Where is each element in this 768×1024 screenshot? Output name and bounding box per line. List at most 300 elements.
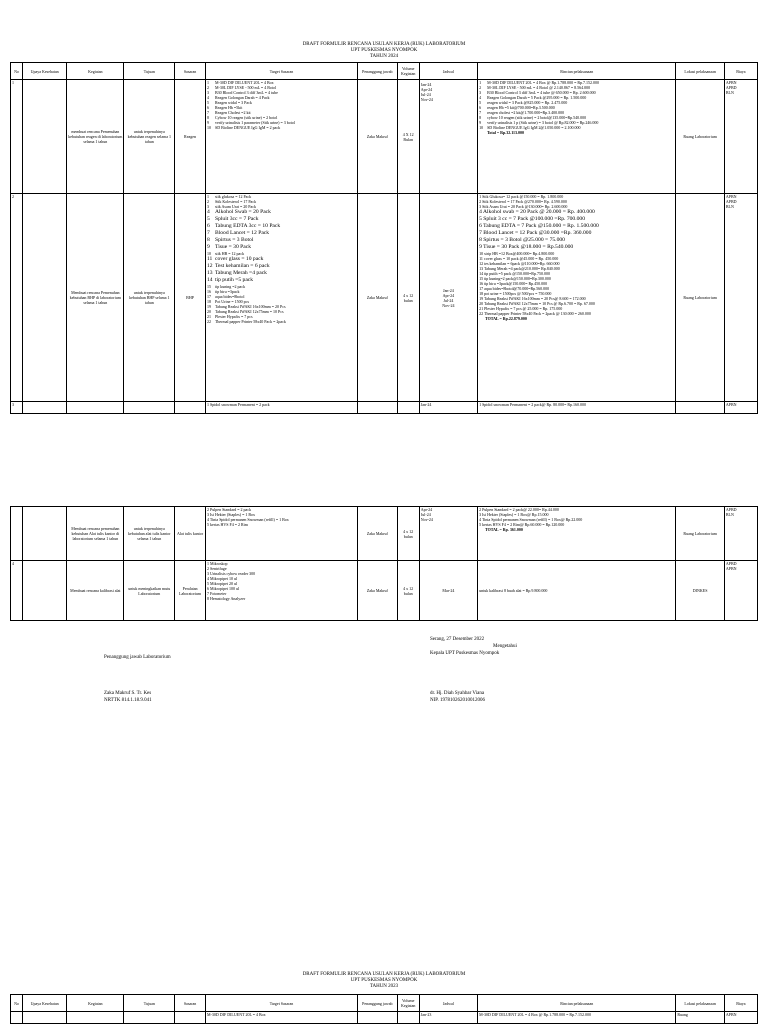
item-number: 1 — [206, 194, 209, 199]
col-header: Jadwal — [419, 63, 477, 80]
row-number: 2 — [11, 194, 23, 402]
item-text: Jul-24 — [420, 92, 431, 97]
item-text: Apr-24 — [442, 292, 455, 298]
item-text: Nov-24 — [420, 517, 433, 522]
item-text: 4 Alkohol swab = 20 Pack @ 20.000 = Rp. 400.000 — [479, 209, 595, 215]
page-break — [10, 418, 758, 506]
item-text: M-30D DIF DILUENT 20L = 4 Box @ Rp.1.788.000 = Rp.7.152.000 — [487, 80, 600, 85]
upaya-cell — [23, 80, 67, 194]
item-text: Test kehamilan = 6 pack — [214, 263, 270, 269]
col-header: No — [11, 995, 23, 1012]
header-title: DRAFT FORMULIR RENCANA USULAN KERJA (RUK) LABORATORIUM — [302, 42, 466, 47]
col-header: Lokasi pelaksanaan — [676, 63, 724, 80]
list-item — [726, 90, 756, 95]
lokasi-cell: DINKES — [676, 561, 724, 621]
document-header — [0, 42, 768, 60]
item-number: 2 — [206, 85, 209, 90]
col-header: Target Sasaran — [205, 63, 357, 80]
biaya-cell: APBN — [724, 1012, 757, 1024]
item-number: 12 — [206, 263, 213, 269]
item-text: 22 Thermal papper Printer 58x40 Pack = 2pack @ 130.000 = 260.000 — [479, 311, 591, 316]
table-header-row — [11, 63, 758, 80]
item-number: 6 — [206, 223, 210, 229]
item-text: Thermal papper Printer 58x40 Pack = 2pack — [214, 319, 286, 324]
item-text: APBN — [725, 194, 737, 199]
item-text: SD Bioline DENGUE IgG IgM = 2 pack — [214, 125, 281, 130]
col-header: Rincian pelaksanaan — [478, 995, 676, 1012]
item-text: 3 Stik Asam Urat = 20 Pack @130.000= Rp. 2.600.000 — [479, 204, 568, 209]
item-text: 9 Tisue = 30 Pack @18.000 = Rp.540.000 — [479, 244, 574, 250]
target-cell: M-30D DIF DILUENT 20L = 4 Box — [205, 1012, 357, 1024]
item-text: 7 Blood Lancet = 12 Pack @30.000 =Rp. 360.000 — [479, 230, 592, 236]
target-cell — [205, 194, 357, 402]
item-text: 4 Mikropipet 10 ul — [206, 576, 238, 581]
item-text: Reagen widal = 3 Pack — [214, 100, 252, 105]
header-institution: UPT PUSKESMAS NYOMPOK — [350, 978, 418, 983]
row-number: 4 — [11, 561, 23, 621]
tujuan-cell: untuk meningkatkan mutu Laboratorium — [124, 561, 175, 621]
upaya-cell — [23, 194, 67, 402]
item-text: Tabung EDTA 3cc = 10 Pack — [214, 223, 281, 229]
col-header: Upaya Kesehatan — [23, 63, 67, 80]
item-number: 19 — [206, 304, 211, 309]
col-header: Kegiatan — [67, 63, 124, 80]
volume-cell: 4 x 12 bulan — [397, 507, 419, 561]
tujuan-cell: untuk terpenuhinya kebutuhan BHP selama 1 tahun — [124, 194, 175, 402]
item-text: 5 kertas HVS F4 = 2 Rim — [206, 522, 248, 527]
item-text: stik glukosa = 12 Pack — [214, 194, 252, 199]
item-text: stik Asam Urat = 20 Pack — [214, 204, 256, 209]
item-number: 15 — [206, 284, 211, 289]
header-year: TAHUN 2024 — [369, 54, 399, 59]
item-text: 5 Spluit 3 cc = 7 Pack @100.000 =Rp. 700.000 — [479, 216, 586, 222]
item-text: APBD — [725, 85, 737, 90]
table-row — [11, 194, 758, 402]
list-item — [207, 596, 356, 601]
item-number: 21 — [206, 314, 211, 319]
head-name: dr. Hj. Diah Syahbar Viana — [430, 691, 485, 696]
item-number: 7 — [206, 110, 209, 115]
item-number: 2 — [479, 85, 482, 90]
lokasi-cell — [676, 402, 724, 414]
col-header: Tujuan — [124, 995, 175, 1012]
item-text: stik HB = 12 pack — [214, 251, 245, 256]
item-number: 10 — [206, 251, 211, 256]
item-text: Jan-24 — [443, 287, 454, 293]
item-number: 4 — [206, 95, 209, 100]
rincian-cell — [478, 507, 676, 561]
item-text: Spluit 3cc = 7 Pack — [214, 216, 259, 222]
item-number: 3 — [206, 90, 209, 95]
item-text: Reagen Cholest =2 kit — [214, 110, 251, 115]
item-text: Stik Kolesterol = 17 Pack — [214, 199, 257, 204]
item-text: APBD — [725, 507, 737, 512]
list-item — [207, 223, 356, 230]
col-header: Sasaran — [175, 63, 206, 80]
item-text: reagen Hb =5 kit@700.000=Rp.3.500.000 — [487, 105, 555, 110]
col-header: Kegiatan — [67, 995, 124, 1012]
jadwal-cell: Jan-23 — [419, 1012, 477, 1024]
list-item — [207, 277, 356, 284]
item-text: cybow 10 reagen (stik urine) = 2 botol@135.000=Rp.540.000 — [487, 115, 587, 120]
volume-cell — [397, 402, 419, 414]
row-number: 1 — [11, 80, 23, 194]
sasaran-cell: Alat tulis kantor — [175, 507, 206, 561]
table-row — [11, 80, 758, 194]
list-item — [479, 223, 674, 230]
item-number: 3 — [206, 204, 209, 209]
item-text: 5 Mikropipet 20 ul — [206, 581, 238, 586]
item-text: Alkohol Swab = 20 Pack — [214, 209, 271, 215]
item-text: 7 Fotometer — [206, 591, 227, 596]
item-text: Tabung Merah =4 pack — [214, 270, 267, 276]
list-item — [726, 566, 756, 571]
item-text: M-30D DIF DILUENT 20L = 4 Box — [214, 80, 274, 85]
total-amount: TOTAL = Rp.22.879.000 — [485, 316, 527, 321]
kegiatan-cell: membuat rencana Pemenuhan kebutuhan reagen di laboratorium selama 1 tahun — [67, 80, 124, 194]
col-header: Sasaran — [175, 995, 206, 1012]
item-text: 20 Tabung Reaksi IWAKI 12x75mm = 10 Pcs @ Rp.6.700 = Rp. 67.000 — [479, 301, 595, 306]
ruk-table-continued — [10, 506, 758, 621]
item-text: 18 pot urine = 1500pcs @ 500/pcs = 750.000 — [479, 291, 552, 296]
col-header: Lokasi pelaksanaan — [676, 995, 724, 1012]
item-text: 2 Stik Kolesterol = 17 Pack @270.000= Rp. 4.590.000 — [479, 199, 567, 204]
list-item — [207, 319, 356, 324]
item-text: Reagen Hb =5kit — [214, 105, 243, 110]
item-text: Nov-24 — [442, 302, 455, 308]
list-item — [207, 256, 356, 263]
sasaran-cell: BHP — [175, 194, 206, 402]
item-number: 5 — [206, 100, 209, 105]
item-text: 19 Tabung Reaksi IWAKI 16x100mm = 20 Pcs@ 8.600 = 172.000 — [479, 296, 586, 301]
volume-cell — [397, 1012, 419, 1024]
item-number: 5 — [206, 216, 210, 222]
lokasi-cell: Ruang Laboratorium — [676, 507, 724, 561]
biaya-cell — [724, 561, 757, 621]
upaya-cell — [23, 1012, 67, 1024]
item-text: APBN — [725, 80, 737, 85]
item-text: Nov-24 — [420, 97, 433, 102]
item-text: tip biru =3pack — [214, 289, 240, 294]
item-number: 4 — [479, 95, 482, 100]
item-text: Spirtus = 3 Botol — [214, 237, 254, 243]
list-item — [479, 244, 674, 251]
item-text: 6 Mikropipet 100 ul — [206, 586, 240, 591]
item-number: 20 — [206, 309, 211, 314]
list-item — [421, 517, 476, 522]
item-number: 18 — [206, 299, 211, 304]
table-row — [11, 402, 758, 414]
table-row — [11, 561, 758, 621]
kegiatan-cell: Membuat rencana kalibrasi alat — [67, 561, 124, 621]
item-number: 9 — [206, 244, 210, 250]
volume-cell: 4 x 12 bulan — [397, 194, 419, 402]
volume-cell: 4 x 12 bulan — [397, 561, 419, 621]
jadwal-cell: Jan-24 — [419, 402, 477, 414]
item-text: Tabung Reaksi IWAKI 12x75mm = 10 Pcs — [214, 309, 284, 314]
col-header: Penanggung jawab — [358, 63, 398, 80]
rincian-cell: M-30D DIF DILUENT 20L = 4 Box @ Rp.1.788.000 = Rp.7.152.000 — [478, 1012, 676, 1024]
sasaran-cell — [175, 1012, 206, 1024]
item-number: 4 — [206, 209, 210, 215]
list-item — [207, 209, 356, 216]
tujuan-cell — [124, 402, 175, 414]
list-item — [421, 97, 476, 102]
list-item — [207, 263, 356, 270]
item-number: 8 — [206, 115, 209, 120]
item-number: 11 — [206, 256, 213, 262]
list-item — [207, 237, 356, 244]
item-text: Pot Urine = 1500 pcs — [214, 299, 249, 304]
item-text: 13 Tabung Merah =4 pack@210.000= Rp.840.000 — [479, 266, 560, 271]
item-text: Blood Lancet = 12 Pack — [214, 230, 270, 236]
item-text: verify urinalisis 1 p (Stik urine) = 3 botol @ Rp.82.000 = Rp.246.000 — [487, 120, 599, 125]
list-item — [479, 216, 674, 223]
item-text: Cybow 10 reagen (stik urine) = 2 botol — [214, 115, 278, 120]
item-text: 6 Tabung EDTA = 7 Pack @150.000 = Rp. 1.500.000 — [479, 223, 599, 229]
col-header: Target Sasaran — [205, 995, 357, 1012]
item-text: Tisue = 30 Pack — [214, 244, 252, 250]
row-number — [11, 1012, 23, 1024]
item-number: 13 — [206, 270, 213, 276]
signature-left — [104, 690, 152, 704]
rincian-cell: 1 Spidol snowman Permanent = 2 pack@ Rp. 80.000= Rp.160.000 — [478, 402, 676, 414]
total-amount: TOTAL = Rp. 361.000 — [485, 527, 523, 532]
item-text: 8 Hematology Analyzer — [206, 596, 246, 601]
col-header: Penanggung jawab — [358, 995, 398, 1012]
col-header: Volume Kegiatan — [397, 995, 419, 1012]
kegiatan-cell: Membuat rencana pemenuhan kebutuhan Alat tulis kantor di laboratorium selama 1 tahun — [67, 507, 124, 561]
list-item — [726, 204, 756, 209]
upaya-cell — [23, 507, 67, 561]
target-cell — [205, 561, 357, 621]
item-number: 3 — [479, 90, 482, 95]
item-text: BLN — [725, 90, 734, 95]
list-item — [207, 522, 356, 527]
col-header: Tujuan — [124, 63, 175, 80]
signature-right — [430, 636, 580, 657]
page2-header — [0, 972, 768, 990]
item-text: cover glass = 10 pack — [214, 256, 264, 262]
table-row — [11, 507, 758, 561]
item-text: 3 Urinalisis cybow reader 300 — [206, 571, 256, 576]
pj-cell: Zaka Makruf — [358, 507, 398, 561]
pj-title: Penanggung jawab Laboratorium — [104, 655, 171, 660]
item-text: 14 tip putih =5 pack @150.000=Rp.750.000 — [479, 271, 550, 276]
item-text: SD Bioline DENGUE IgG IgM 2@1.050.000 = 2.100.000 — [487, 125, 581, 130]
item-text: B30 Blood Control 3 diff 3mL = 4 tube — [214, 90, 278, 95]
jadwal-cell — [419, 194, 477, 402]
item-text: 2 Sentrifuge — [206, 566, 227, 571]
list-item — [207, 270, 356, 277]
list-item — [207, 230, 356, 237]
item-text: 5 kertas HVS F4 = 2 Rim@ Rp.60.000 = Rp.120.000 — [479, 522, 565, 527]
item-text: Apr-24 — [420, 507, 433, 512]
item-number: 1 — [206, 80, 209, 85]
pj-cell: Zaka Makruf — [358, 561, 398, 621]
volume-cell: 4 X 12 Bulan — [397, 80, 419, 194]
item-text: Jul-24 — [443, 297, 454, 303]
sasaran-cell — [175, 402, 206, 414]
col-header: Biaya — [724, 995, 757, 1012]
sasaran-cell: Reagen — [175, 80, 206, 194]
pj-name: Zaka Makruf S. Tr. Kes — [104, 691, 152, 696]
item-text: Reagen Golongan Darah = 5 Pack @295.000 = Rp. 1.500.000 — [487, 95, 587, 100]
rincian-cell — [478, 194, 676, 402]
list-item — [207, 216, 356, 223]
item-text: 4 Tinta Spidol permanen Snowman (refill) = 1 Box@ Rp.22.000 — [479, 517, 583, 522]
jadwal-cell — [419, 507, 477, 561]
list-item — [207, 125, 356, 130]
item-number: 10 — [479, 125, 484, 130]
item-number: 6 — [479, 105, 482, 110]
list-item — [479, 209, 674, 216]
item-text: 10 strip HB =12 Box@400.000= Rp.4.800.000 — [479, 251, 555, 256]
tujuan-cell: untuk terpenuhinya kebutuhan alat tulis kantor selama 1 tahun — [124, 507, 175, 561]
list-item — [479, 230, 674, 237]
item-text: APBN — [725, 566, 737, 571]
kegiatan-cell — [67, 1012, 124, 1024]
head-title: Kepala UPT Puskesmas Nyompok — [430, 651, 500, 656]
lokasi-cell: Ruang Laboratorium — [676, 194, 724, 402]
item-text: Tabung Reaksi IWAKI 16x100mm = 20 Pcs — [214, 304, 286, 309]
header-title: DRAFT FORMULIR RENCANA USULAN KERJA (RUK) LABORATORIUM — [302, 972, 466, 977]
item-text: 8 Spirtus = 3 Botol @25.000 = 75.000 — [479, 237, 565, 243]
table-row — [11, 1012, 758, 1024]
item-text: Jan-24 — [420, 82, 432, 87]
col-header: Upaya Kesehatan — [23, 995, 67, 1012]
item-text: 2 Pulpen Standard = 2 pack — [206, 507, 252, 512]
item-text: M-30L DIF LYSE - 500 mL = 4 Botol — [214, 85, 277, 90]
sasaran-cell: Peralatan Laboratorium — [175, 561, 206, 621]
header-institution: UPT PUSKESMAS NYOMPOK — [350, 48, 418, 53]
total-amount: Total = Rp.32.113.000 — [487, 130, 524, 135]
item-text: BLN — [725, 512, 734, 517]
tujuan-cell — [124, 1012, 175, 1024]
ruk-table-page2 — [10, 994, 758, 1024]
item-text: M-30L DIF LYSE - 500 mL = 4 Botol @ 2.140.867 = 8.564.000 — [487, 85, 591, 90]
rincian-cell — [478, 80, 676, 194]
pj-cell — [358, 1012, 398, 1024]
item-text: reagen widal = 3 Pack @825.000 = Rp. 2.475.000 — [487, 100, 568, 105]
pj-cell: Zaka Makruf — [358, 80, 398, 194]
item-text: 3 Isi Hekter (Staples) = 1 Box — [206, 512, 255, 517]
item-text: tip kuning =2 pack — [214, 284, 246, 289]
item-text: 4 Tinta Spidol permanen Snowman (refill) = 1 Box — [206, 517, 289, 522]
item-number: 6 — [206, 105, 209, 110]
col-header: Rincian pelaksanaan — [478, 63, 676, 80]
item-text: 16 tip biru =3pack@150.000= Rp.450.000 — [479, 281, 548, 286]
item-number: 8 — [206, 237, 210, 243]
upaya-cell — [23, 561, 67, 621]
upaya-cell — [23, 402, 67, 414]
pj-nrptk: NRTTK 814.1.18.9.041 — [104, 698, 152, 703]
item-text: Reagen Golongan Darah = 4 Pack — [214, 95, 270, 100]
item-text: verify urinalisis 1 parameter (Stik urine) = 3 botol — [214, 120, 295, 125]
place-date: Serang, 27 Desember 2022 — [430, 637, 485, 642]
item-text: B30 Blood Control 3 diff 3mL = 4 tube @ 650.000 = Rp. 2.600.000 — [487, 90, 596, 95]
lokasi-cell: Ruang — [676, 1012, 724, 1024]
kegiatan-cell — [67, 402, 124, 414]
item-number: 14 — [206, 277, 213, 283]
item-text: tip putih =5 pack — [214, 277, 254, 283]
list-item — [207, 244, 356, 251]
list-item — [421, 303, 476, 308]
jadwal-cell — [419, 80, 477, 194]
head-nip: NIP. 197810262010012006 — [430, 698, 486, 703]
target-cell — [205, 80, 357, 194]
kegiatan-cell: Membuat rencana Pemenuhan kebutuhan BHP di laboratorium selama 1 tahun — [67, 194, 124, 402]
col-header: No — [11, 63, 23, 80]
col-header: Biaya — [724, 63, 757, 80]
item-text: reagen cholest =2 kit@1.700.000=Rp.3.400.000 — [487, 110, 565, 115]
item-text: 2 Pulpen Standard = 2 pack@ 22.000= Rp.44.000 — [479, 507, 559, 512]
item-number: 7 — [479, 110, 482, 115]
target-cell: 1 Spidol snowman Permanent = 2 pack — [205, 402, 357, 414]
item-number: 10 — [206, 125, 211, 130]
item-text: BLN — [725, 204, 734, 209]
item-text: 21 Plester Hypafix = 7 pcs @ 25.000 = Rp. 175.000 — [479, 306, 563, 311]
pj-cell: Zaka Makruf — [358, 194, 398, 402]
item-number: 5 — [479, 100, 482, 105]
item-text: Plester Hypafix = 7 pcs — [214, 314, 253, 319]
item-number: 9 — [479, 120, 482, 125]
target-cell — [205, 507, 357, 561]
item-text: 3 Isi Hekter (Staples) = 1 Box@ Rp.15.000 — [479, 512, 549, 517]
table-header-row — [11, 995, 758, 1012]
item-number: 1 — [479, 80, 482, 85]
ruk-table — [10, 62, 758, 414]
header-year: TAHUN 2023 — [369, 984, 399, 989]
list-item — [726, 512, 756, 517]
pj-cell — [358, 402, 398, 414]
item-text: 15 tip kuning=2 pack@150.000=Rp.300.000 — [479, 276, 551, 281]
tujuan-cell: untuk terpenuhinya kebutuhan reagen selama 1 tahun — [124, 80, 175, 194]
item-text: 11 cover glass = 10 pack @45.000 = Rp. 450.000 — [479, 256, 559, 261]
item-text: APBD — [725, 561, 737, 566]
col-header: Volume Kegiatan — [397, 63, 419, 80]
lokasi-cell: Ruang Laboratorium — [676, 80, 724, 194]
signature-head — [430, 690, 485, 704]
item-text: 1 Stik Glukosa= 12 pack @150.000 = Rp. 1.800.000 — [479, 194, 564, 199]
item-number: 16 — [206, 289, 211, 294]
item-text: 17 aqua bides=8botol@70.000=Rp.560.000 — [479, 286, 550, 291]
row-number: 3 — [11, 402, 23, 414]
item-text: aqua bides=8botol — [214, 294, 245, 299]
item-text: Jul-24 — [420, 512, 431, 517]
biaya-cell — [724, 194, 757, 402]
item-number: 7 — [206, 230, 210, 236]
item-number: 8 — [479, 115, 482, 120]
item-number: 17 — [206, 294, 211, 299]
mengetahui-label: Mengetahui — [493, 644, 517, 649]
item-text: 1 Mikroskop — [206, 561, 228, 566]
jadwal-cell: Mar-24 — [419, 561, 477, 621]
biaya-cell: APBN — [724, 402, 757, 414]
item-text: Apr-24 — [420, 87, 433, 92]
list-item — [479, 237, 674, 244]
item-number: 22 — [206, 319, 211, 324]
item-text: APBD — [725, 199, 737, 204]
biaya-cell — [724, 80, 757, 194]
item-number: 2 — [206, 199, 209, 204]
biaya-cell — [724, 507, 757, 561]
item-number: 9 — [206, 120, 209, 125]
col-header: Jadwal — [419, 995, 477, 1012]
row-number — [11, 507, 23, 561]
item-text: 12 tes kehamilan = 6pack @110.000=Rp. 660.000 — [479, 261, 560, 266]
rincian-cell: untuk kalibrasi 8 buah alat = Rp.9.800.000 — [478, 561, 676, 621]
